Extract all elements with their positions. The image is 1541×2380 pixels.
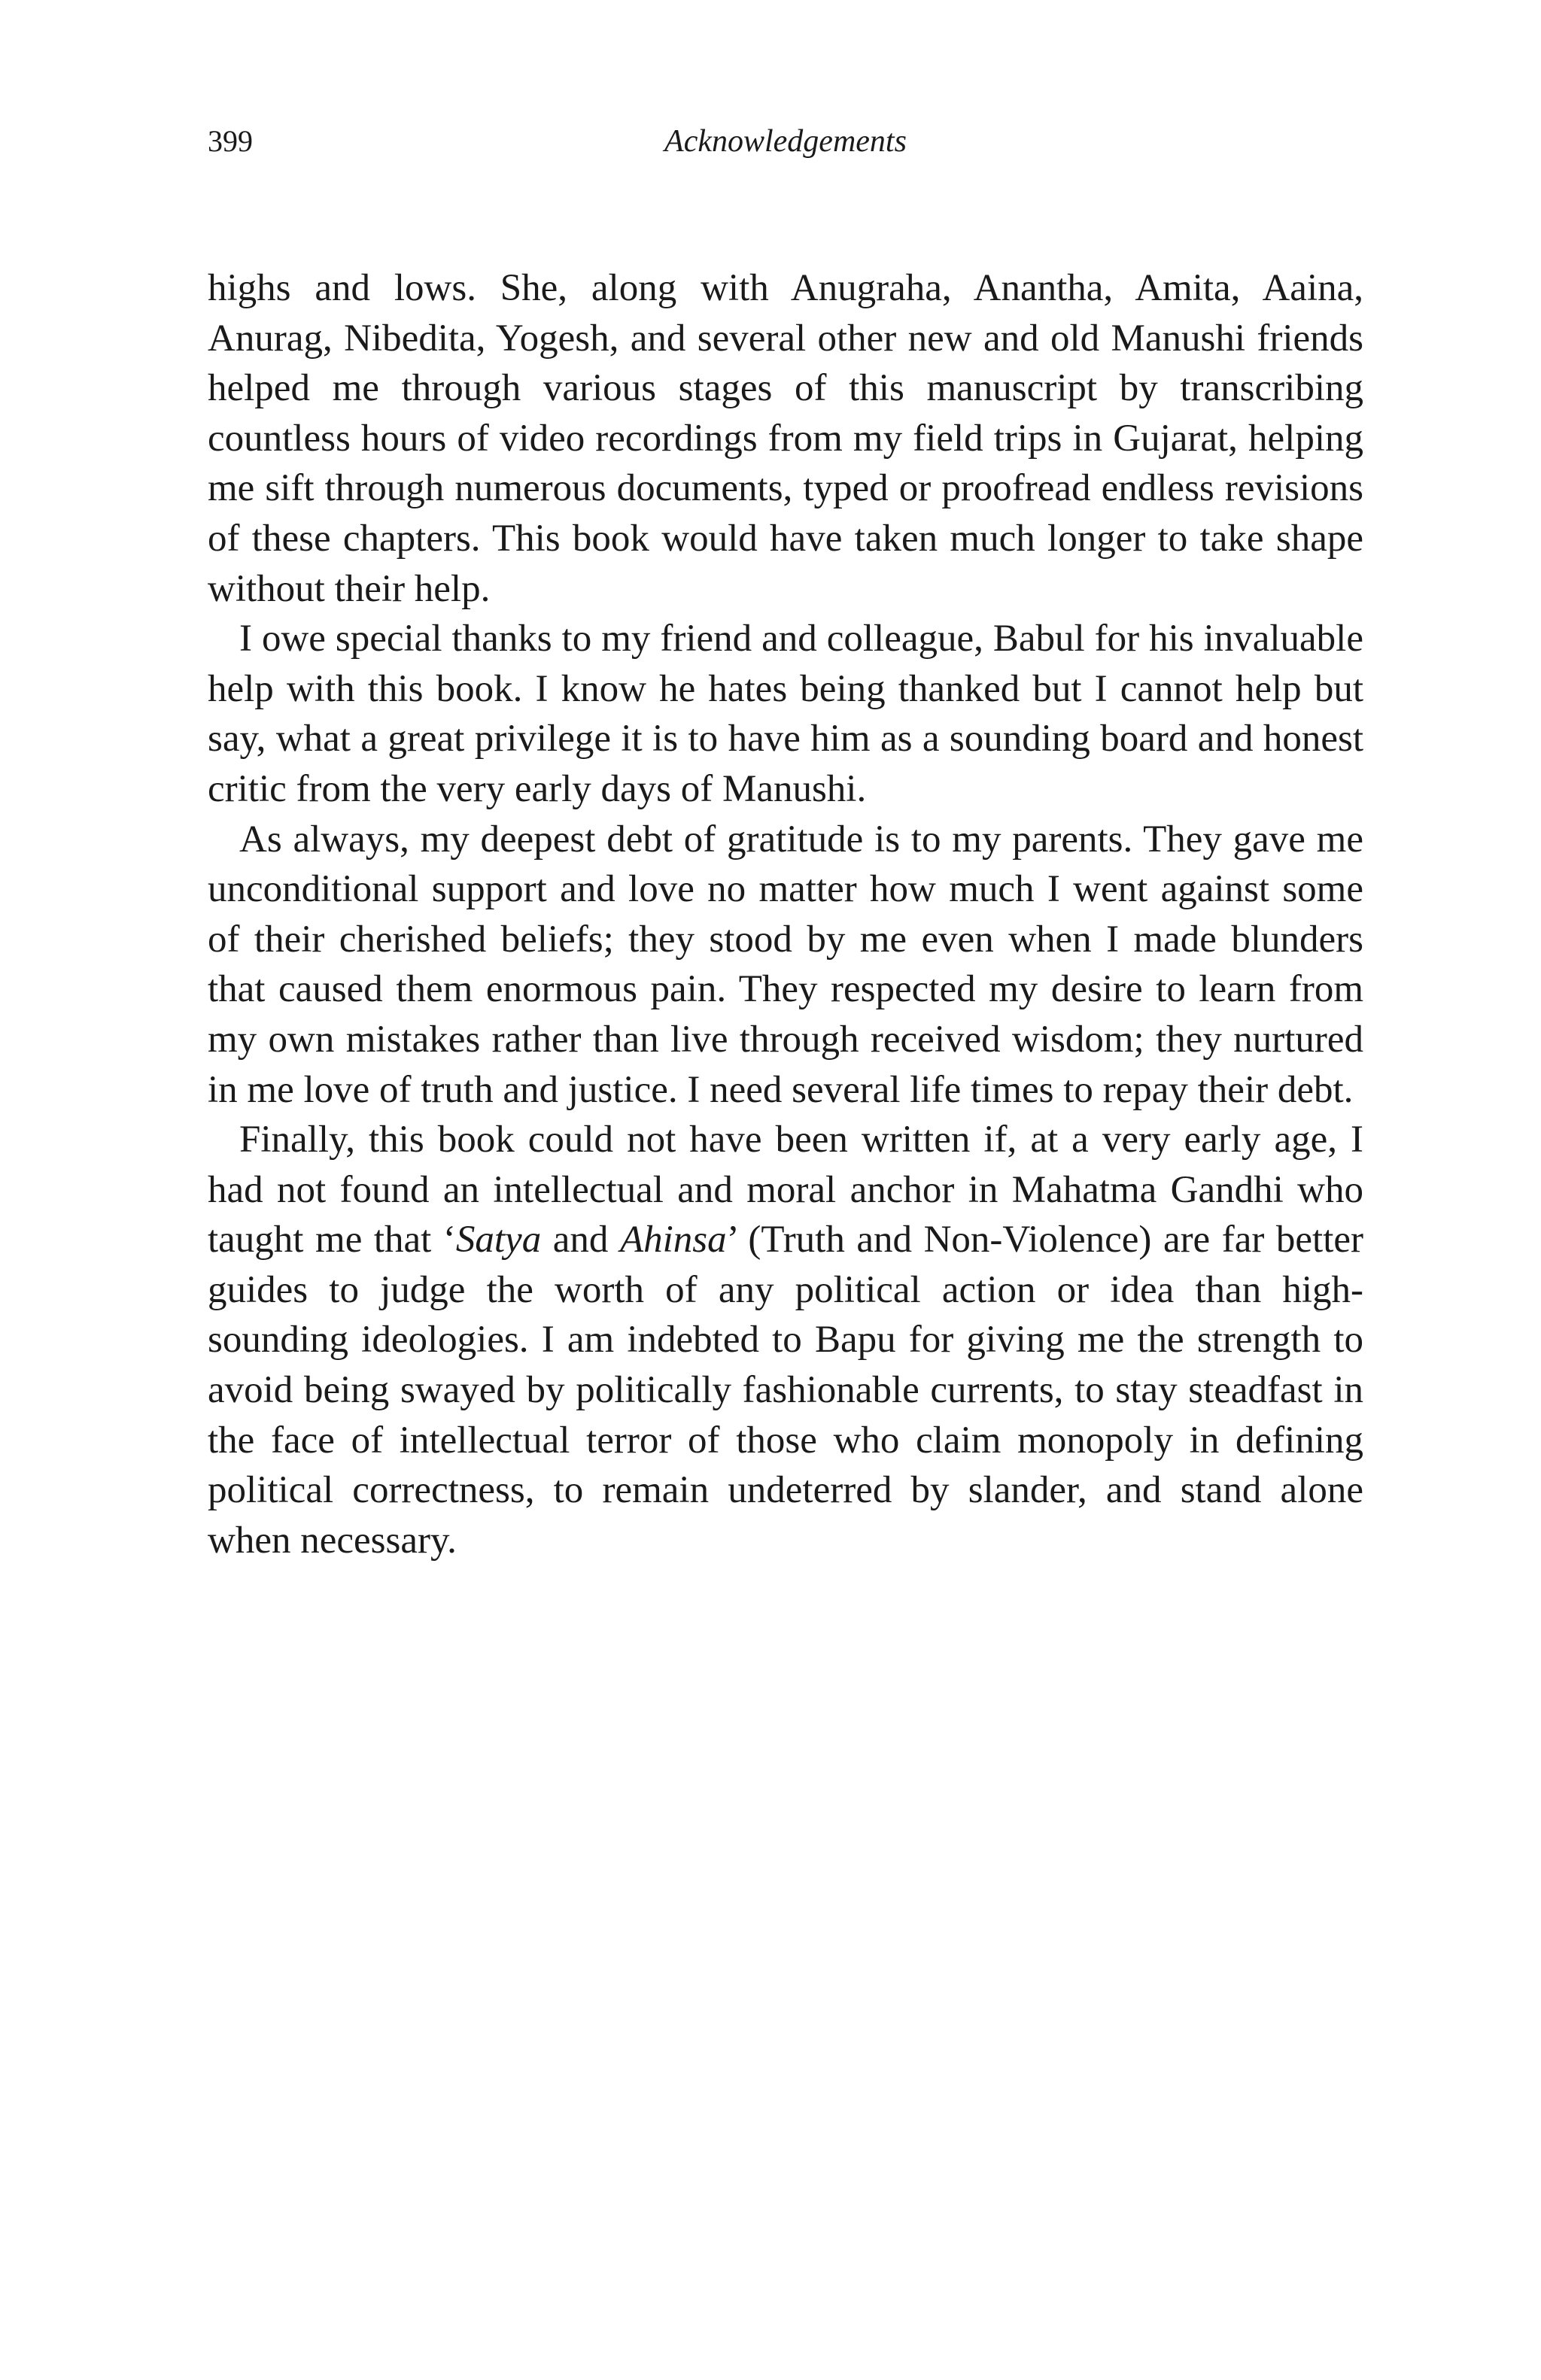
body-text bbox=[208, 263, 1363, 1565]
paragraph-4 bbox=[208, 1115, 1363, 1565]
paragraph-4-part-3: ’ (Truth and Non-Violence) are far better guides to judge the worth of any political action or idea than high-sounding ideologies. I am indebted to Bapu for giving me the strength to avoid being swayed by politically fashionable currents, to stay steadfast in the face of intellectual terror of those who claim monopoly in defining political correctness, to remain undeterred by slander, and stand alone when necessary. bbox=[208, 1219, 1363, 1562]
paragraph-2: I owe special thanks to my friend and colleague, Babul for his invaluable help with this book. I know he hates being thanked but I cannot help but say, what a great privilege it is to have him as a sounding board and honest critic from the very early days of Manushi. bbox=[208, 618, 1363, 810]
term-satya: Satya bbox=[455, 1219, 542, 1261]
page-header bbox=[208, 119, 1363, 164]
paragraph-3: As always, my deepest debt of gratitude is to my parents. They gave me unconditional support and love no matter how much I went against some of their cherished beliefs; they stood by me even when I made blunders that caused them enormous pain. They respected my desire to learn from my own mistakes rather than live through received wisdom; they nurtured in me love of truth and justice. I need several life times to repay their debt. bbox=[208, 818, 1363, 1111]
running-title: Acknowledgements bbox=[664, 124, 907, 159]
paragraph-4-part-2: and bbox=[541, 1219, 620, 1261]
paragraph-4-part-1: Finally, this book could not have been written if, at a very early age, I had not found an intellectual and moral anchor in Mahatma Gandhi who taught me that ‘ bbox=[208, 1119, 1363, 1261]
paragraph-1: highs and lows. She, along with Anugraha, Anantha, Amita, Aaina, Anurag, Nibedita, Yogesh, and several other new and old Manushi friends helped me through various stages of this manuscript by transcribing countless hours of video recordings from my field trips in Gujarat, helping me sift through numerous documents, typed or proofread endless revisions of these chapters. This book would have taken much longer to take shape without their help. bbox=[208, 267, 1363, 610]
page-number: 399 bbox=[208, 124, 253, 158]
term-ahinsa: Ahinsa bbox=[619, 1219, 727, 1261]
